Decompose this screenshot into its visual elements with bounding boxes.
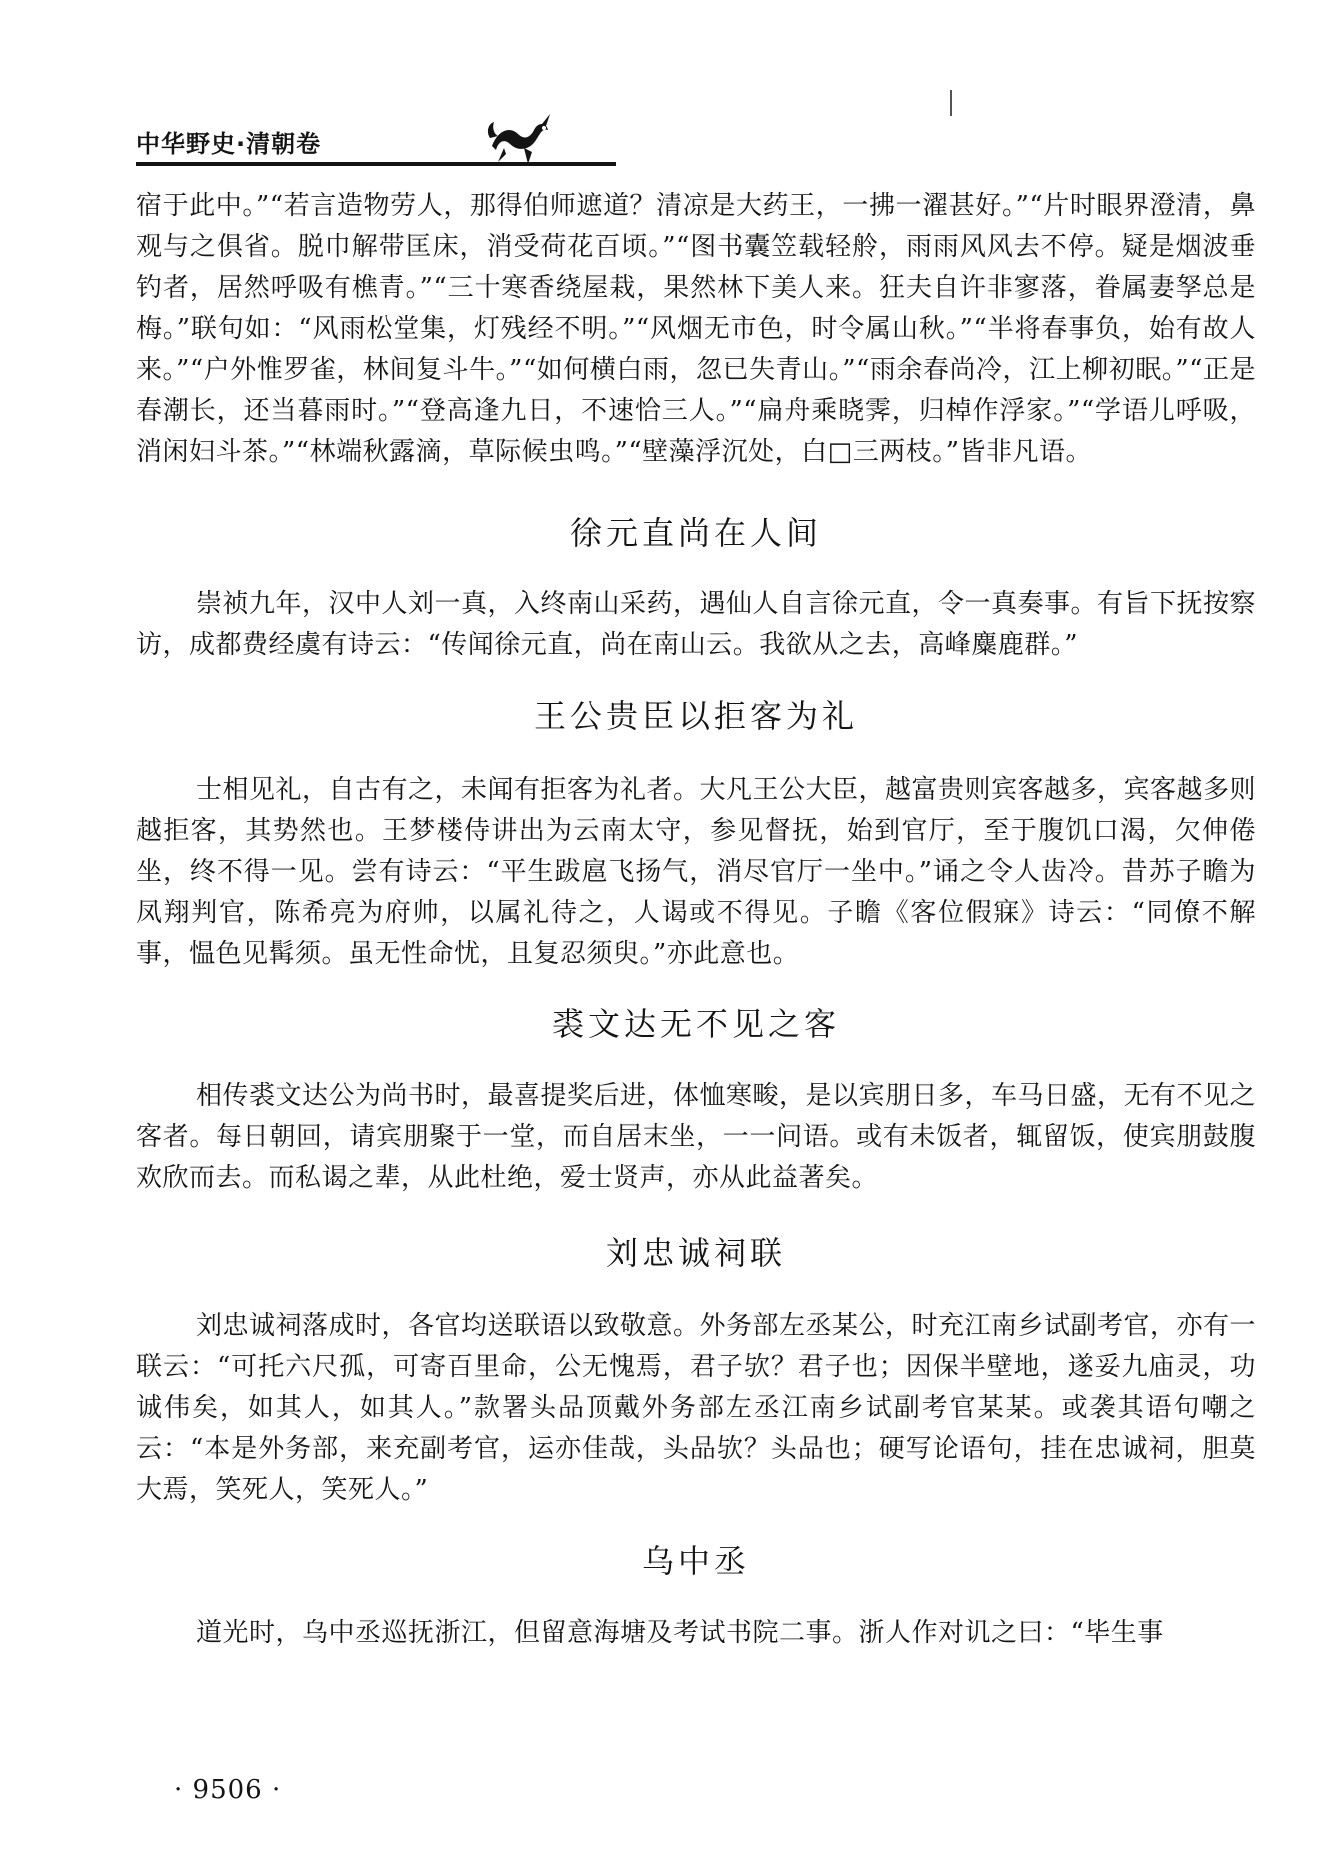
page-content xyxy=(136,186,1256,1654)
page-header xyxy=(136,118,1256,178)
section-body: 道光时，乌中丞巡抚浙江，但留意海塘及考试书院二事。浙人作对讥之曰：“毕生事 xyxy=(196,1618,1164,1648)
header-rule xyxy=(136,162,616,166)
section-heading: 乌中丞 xyxy=(641,1542,750,1580)
section-body: 刘忠诚祠落成时，各官均送联语以致敬意。外务部左丞某公，时充江南乡试副考官，亦有一联云：“可托六尺孤，可寄百里命，公无愧焉，君子欤？君子也；因保半壁地，遂妥九庙灵，功诚伟矣，如其人，如其人。”款署头品顶戴外务部左丞江南乡试副考官某某。或袭其语句嘲之云：“本是外务部，来充副考官，运亦佳哉，头品欤？头品也；硬写论语句，挂在忠诚祠，胆莫大焉，笑死人，笑死人。” xyxy=(136,1311,1257,1505)
page-number: · 9506 · xyxy=(174,1775,282,1805)
running-header-title: 中华野史·清朝卷 xyxy=(136,130,322,158)
section-body: 相传裘文达公为尚书时，最喜提奖后进，体恤寒畯，是以宾朋日多，车马日盛，无有不见之客者。每日朝回，请宾朋聚于一堂，而自居末坐，一一问语。或有未饭者，辄留饭，使宾朋鼓腹欢欣而去。而私谒之辈，从此杜绝，爱士贤声，亦从此益著矣。 xyxy=(136,1081,1257,1193)
section-heading: 徐元直尚在人间 xyxy=(569,514,822,552)
section-body: 士相见礼，自古有之，未闻有拒客为礼者。大凡王公大臣，越富贵则宾客越多，宾客越多则越拒客，其势然也。王梦楼侍讲出为云南太守，参见督抚，始到官厅，至于腹饥口渴，欠伸倦坐，终不得一见。尝有诗云：“平生跋扈飞扬气，消尽官厅一坐中。”诵之令人齿冷。昔苏子瞻为凤翔判官，陈希亮为府帅，以属礼待之，人谒或不得见。子瞻《客位假寐》诗云：“同僚不解事，愠色见髯须。虽无性命忧，且复忍须臾。”亦此意也。 xyxy=(136,775,1257,969)
section-body: 崇祯九年，汉中人刘一真，入终南山采药，遇仙人自言徐元直，令一真奏事。有旨下抚按察访，成都费经虞有诗云：“传闻徐元直，尚在南山云。我欲从之去，高峰麋鹿群。” xyxy=(136,589,1257,660)
continued-paragraph: 宿于此中。”“若言造物劳人，那得伯师遮道？清凉是大药王，一拂一濯甚好。”“片时眼界澄清，鼻观与之俱省。脱巾解带匡床，消受荷花百顷。”“图书囊笠载轻舲，雨雨风风去不停。疑是烟波垂钓者，居然呼吸有樵青。”“三十寒香绕屋栽，果然林下美人来。狂夫自许非寥落，眷属妻孥总是梅。”联句如：“风雨松堂集，灯残经不明。”“风烟无市色，时令属山秋。”“半将春事负，始有故人来。”“户外惟罗雀，林间复斗牛。”“如何横白雨，忽已失青山。”“雨余春尚冷，江上柳初眠。”“正是春潮长，还当暮雨时。”“登高逢九日，不速恰三人。”“扁舟乘晓霁，归棹作浮家。”“学语儿呼吸，消闲妇斗茶。”“林端秋露滴，草际候虫鸣。”“壁藻浮沉处，白□三两枝。”皆非凡语。 xyxy=(136,191,1256,467)
section-heading: 刘忠诚祠联 xyxy=(605,1234,786,1272)
scan-mark xyxy=(950,90,952,116)
section-heading: 王公贵臣以拒客为礼 xyxy=(533,697,858,735)
dragon-icon xyxy=(484,108,554,168)
section-heading: 裘文达无不见之客 xyxy=(551,1005,840,1043)
